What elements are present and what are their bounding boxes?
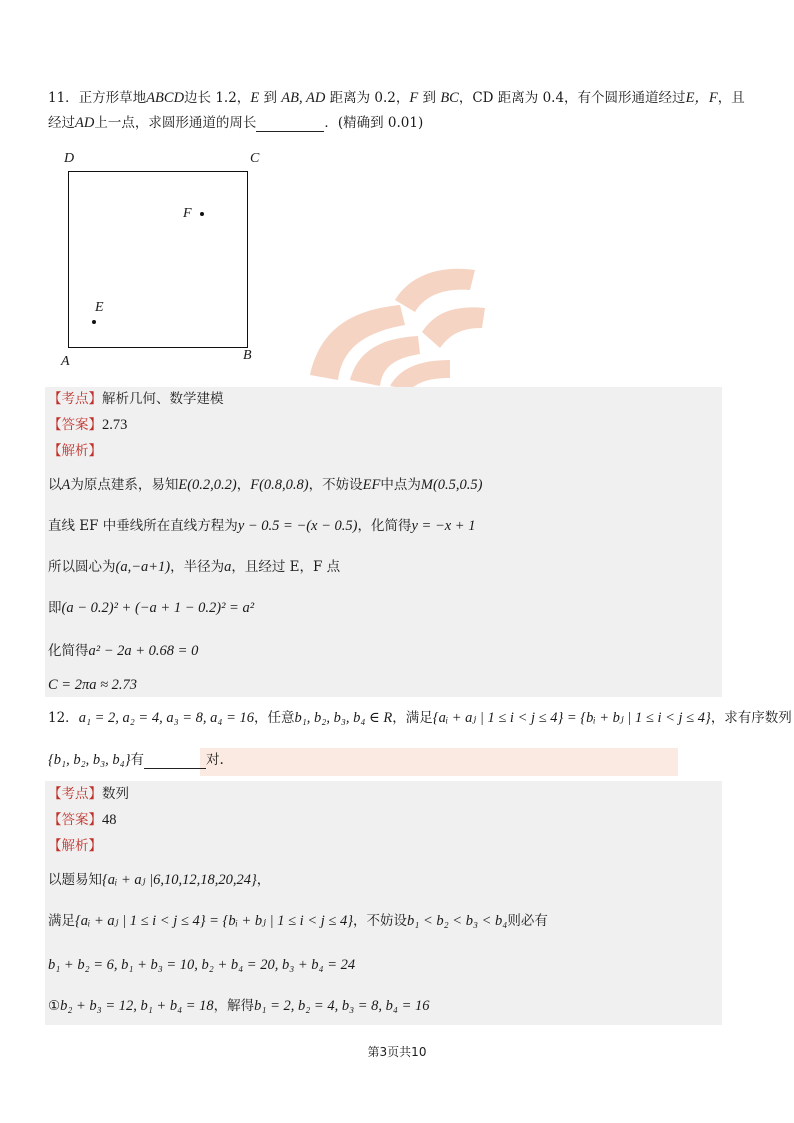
answer-blank: [256, 117, 324, 132]
watermark-logo: [290, 250, 510, 390]
a11-step4: 即(a − 0.2)² + (−a + 1 − 0.2)² = a²: [48, 600, 255, 616]
point-e: [92, 320, 96, 324]
watermark-band: [200, 748, 678, 776]
a11-kaodian: 【考点】解析几何、数学建模: [48, 391, 224, 407]
a11-step5: 化简得a² − 2a + 0.68 = 0: [48, 643, 199, 659]
a12-step3: b₁ + b₂ = 6, b₁ + b₃ = 10, b₂ + b₄ = 20, b₃ + b₄ = 24: [48, 957, 356, 973]
a12-step2: 满足{aᵢ + aⱼ | 1 ≤ i < j ≤ 4} = {bᵢ + bⱼ | 1 ≤ i < j ≤ 4}，不妨设b₁ < b₂ < b₃ < b₄则必有: [48, 913, 548, 929]
label-e: E: [95, 300, 104, 315]
label-b: B: [243, 348, 252, 363]
answer-blank: [144, 754, 206, 769]
point-f: [200, 212, 204, 216]
a11-daan: 【答案】2.73: [48, 417, 128, 433]
label-d: D: [64, 151, 75, 166]
page-number: 第3页共10: [367, 1045, 427, 1059]
q12-line1: 12．a₁ = 2, a₂ = 4, a₃ = 8, a₄ = 16，任意b₁, b₂, b₃, b₄ ∈ R，满足{aᵢ + aⱼ | 1 ≤ i < j ≤ 4} = {bᵢ + bⱼ | 1 ≤ i < j ≤ 4}，求有序数列: [48, 710, 792, 726]
label-c: C: [250, 151, 260, 166]
a12-jiexi: 【解析】: [48, 838, 102, 854]
q12-line2: {b₁, b₂, b₃, b₄}有 对.: [48, 752, 224, 768]
a11-step6: C = 2πa ≈ 2.73: [48, 677, 138, 693]
a11-jiexi: 【解析】: [48, 443, 102, 459]
label-f: F: [183, 206, 192, 221]
a12-kaodian: 【考点】数列: [48, 786, 129, 802]
a12-step1: 以题易知{aᵢ + aⱼ |6,10,12,18,20,24}，: [48, 872, 271, 888]
a12-step4: ①b₂ + b₃ = 12, b₁ + b₄ = 18，解得b₁ = 2, b₂ = 4, b₃ = 8, b₄ = 16: [48, 998, 430, 1014]
a12-daan: 【答案】48: [48, 812, 117, 828]
q11-line1: 11．正方形草地ABCD边长 1.2，E 到 AB, AD 距离为 0.2，F 到 BC，CD 距离为 0.4，有个圆形通道经过E，F，且: [48, 90, 745, 106]
a11-step3: 所以圆心为(a,−a+1)，半径为a，且经过 E，F 点: [48, 559, 341, 575]
label-a: A: [61, 354, 70, 369]
a11-step2: 直线 EF 中垂线所在直线方程为y − 0.5 = −(x − 0.5)，化简得y = −x + 1: [48, 518, 476, 534]
a11-step1: 以A为原点建系，易知E(0.2,0.2)，F(0.8,0.8)，不妨设EF中点为M(0.5,0.5): [48, 477, 483, 493]
answer12-box: [45, 781, 722, 1025]
q11-line2: 经过AD上一点，求圆形通道的周长 ．(精确到 0.01): [48, 115, 424, 131]
